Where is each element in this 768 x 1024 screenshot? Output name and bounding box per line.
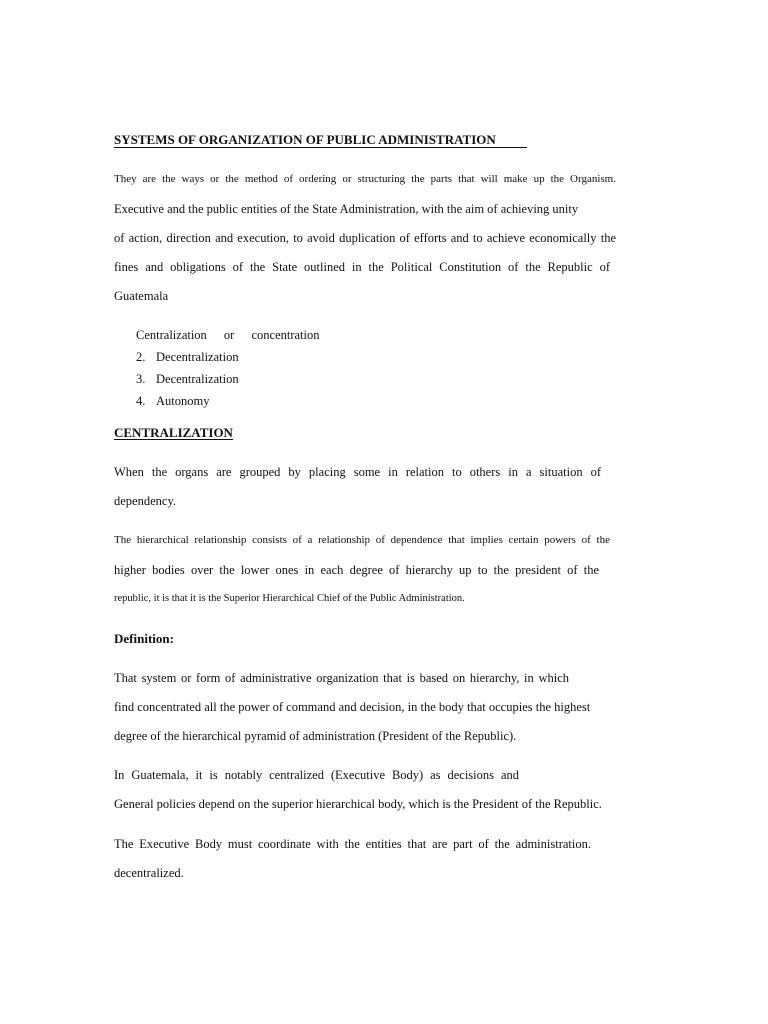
- intro-line-1: They are the ways or the method of ordering or structuring the parts that will make up the Organism.: [114, 173, 616, 185]
- intro-line-4: fines and obligations of the State outlined in the Political Constitution of the Republic of: [114, 260, 610, 274]
- centralization-p1-line-2: dependency.: [114, 494, 177, 508]
- definition-p3-line-2: decentralized.: [114, 866, 184, 880]
- definition-p1-line-2: find concentrated all the power of command and decision, in the body that occupies the highest: [114, 700, 591, 714]
- definition-p2-line-1: In Guatemala, it is notably centralized (Executive Body) as decisions and: [114, 768, 519, 782]
- list-item-number: 4.: [136, 394, 146, 408]
- definition-heading: Definition:: [114, 631, 174, 646]
- centralization-p2-line-2: higher bodies over the lower ones in each degree of hierarchy up to the president of the: [114, 563, 599, 577]
- centralization-heading: CENTRALIZATION: [114, 425, 233, 440]
- centralization-p1-line-1: When the organs are grouped by placing some in relation to others in a situation of: [114, 465, 601, 479]
- list-item: [136, 395, 209, 408]
- centralization-p2-line-1: The hierarchical relationship consists of a relationship of dependence that implies certain powers of the: [114, 534, 610, 546]
- definition-p2-line-2: General policies depend on the superior hierarchical body, which is the President of the Republic.: [114, 797, 602, 811]
- intro-line-3: of action, direction and execution, to avoid duplication of efforts and to achieve economically the: [114, 231, 616, 245]
- intro-line-2: Executive and the public entities of the State Administration, with the aim of achieving unity: [114, 202, 579, 216]
- list-item-label: Autonomy: [156, 394, 210, 408]
- definition-p1-line-3: degree of the hierarchical pyramid of administration (President of the Republic).: [114, 729, 517, 743]
- list-item: [136, 351, 239, 364]
- list-item-label: Decentralization: [156, 372, 239, 386]
- list-item-number: 2.: [136, 350, 146, 364]
- list-item-number: 3.: [136, 372, 146, 386]
- document-title: SYSTEMS OF ORGANIZATION OF PUBLIC ADMINISTRATION: [114, 133, 527, 148]
- list-item: [136, 329, 320, 342]
- intro-line-5: Guatemala: [114, 289, 169, 303]
- list-item-label: Centralization or concentration: [136, 328, 320, 342]
- list-item: [136, 373, 239, 386]
- centralization-p2-line-3: republic, it is that it is the Superior Hierarchical Chief of the Public Administration.: [114, 593, 465, 604]
- definition-p3-line-1: The Executive Body must coordinate with the entities that are part of the administration.: [114, 837, 591, 851]
- list-item-label: Decentralization: [156, 350, 239, 364]
- definition-p1-line-1: That system or form of administrative organization that is based on hierarchy, in which: [114, 671, 569, 685]
